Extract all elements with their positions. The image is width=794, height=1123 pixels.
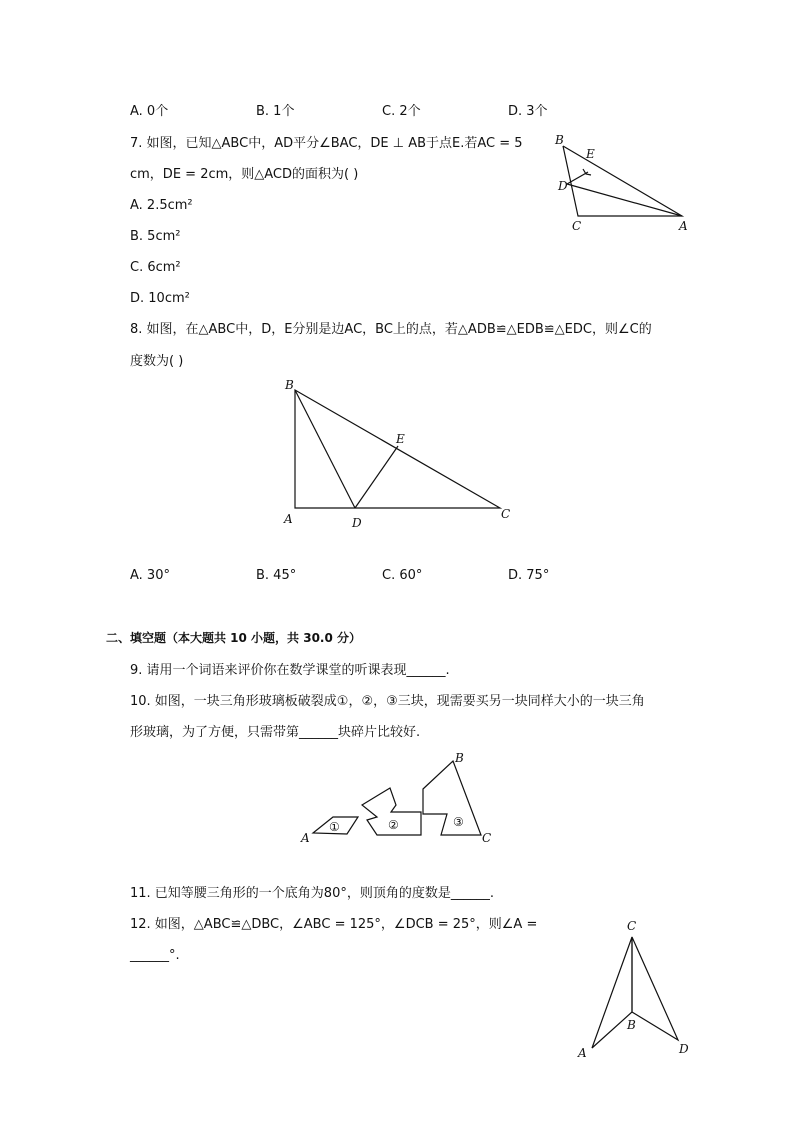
q10-label-c: C [482,831,492,845]
q12-stem-line1: 12. 如图，△ABC≌△DBC，∠ABC = 125°，∠DCB = 25°，则∠A = [130,917,538,932]
q10-figure [295,748,505,848]
q12-label-c: C [627,919,637,933]
q8-label-c: C [501,507,511,521]
q8-option-a: A. 30° [130,568,170,583]
q7-label-b: B [555,133,564,147]
q11-stem: 11. 已知等腰三角形的一个底角为80°，则顶角的度数是______. [130,886,494,901]
q12-triangle-dbc [632,937,678,1040]
q10-piece-1-label: ① [329,820,340,834]
q8-label-a: A [284,512,293,526]
q12-label-d: D [679,1042,689,1056]
q10-piece-2-label: ② [388,818,399,832]
option-c: C. 2个 [382,104,421,119]
q7-label-d: D [558,179,568,193]
q10-label-b: B [455,751,464,765]
option-d: D. 3个 [508,104,548,119]
q7-label-a: A [679,219,688,233]
q10-piece-3-label: ③ [453,815,464,829]
q8-stem-line2: 度数为( ) [130,354,184,369]
q7-label-c: C [572,219,582,233]
q7-segment-ad [567,184,682,216]
q8-label-d: D [352,516,362,530]
q12-label-a: A [578,1046,587,1060]
q8-stem-line1: 8. 如图，在△ABC中，D，E分别是边AC，BC上的点，若△ADB≌△EDB≌△EDC，则∠C的 [130,322,652,337]
q8-label-e: E [396,432,405,446]
q7-option-a: A. 2.5cm² [130,198,193,213]
q12-figure [570,912,700,1062]
q9-stem: 9. 请用一个词语来评价你在数学课堂的听课表现______. [130,663,450,678]
option-a: A. 0个 [130,104,169,119]
q10-piece-3 [423,761,481,835]
q8-label-b: B [285,378,294,392]
q7-stem-line2: cm，DE = 2cm，则△ACD的面积为( ) [130,167,359,182]
q8-triangle-abc [295,390,500,508]
q7-stem-line1: 7. 如图，已知△ABC中，AD平分∠BAC，DE ⊥ AB于点E.若AC = 5 [130,136,523,151]
q8-segment-de [355,446,398,508]
q7-triangle-abc [563,146,682,216]
q10-stem-line1: 10. 如图，一块三角形玻璃板破裂成①，②，③三块，现需要买另一块同样大小的一块三角 [130,694,645,709]
q8-option-b: B. 45° [256,568,297,583]
q8-option-c: C. 60° [382,568,423,583]
q12-stem-line2: ______°. [130,948,180,963]
q10-stem-line2: 形玻璃，为了方便，只需带第______块碎片比较好. [130,725,421,740]
q7-option-c: C. 6cm² [130,260,181,275]
q12-triangle-abc [592,937,632,1048]
q8-figure [280,375,520,535]
option-b: B. 1个 [256,104,295,119]
q7-label-e: E [586,147,595,161]
section-title-fill-in: 二、填空题（本大题共 10 小题，共 30.0 分） [106,631,362,645]
q8-option-d: D. 75° [508,568,550,583]
q7-figure [550,130,700,235]
q7-option-b: B. 5cm² [130,229,181,244]
q7-option-d: D. 10cm² [130,291,190,306]
q10-label-a: A [301,831,310,845]
q12-label-b: B [627,1018,636,1032]
